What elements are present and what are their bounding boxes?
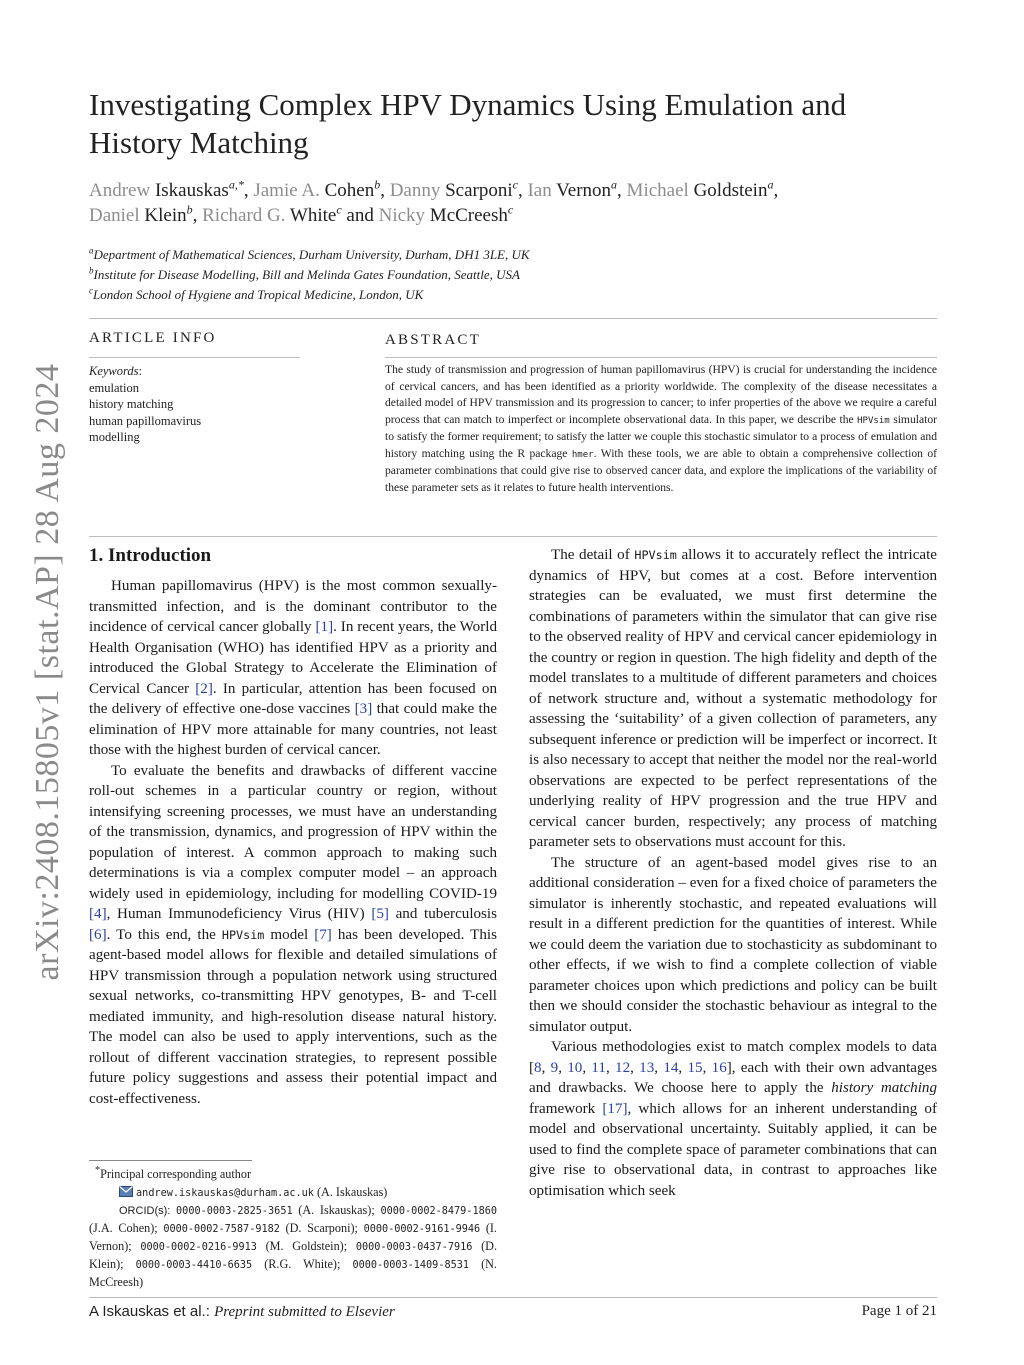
- orcid-list: 0000-0003-2825-3651 (A. Iskauskas); 0000-0002-8479-1860 (J.A. Cohen); 0000-0002-7587-9182 (D. Scarponi); 0000-0002-9161-9946 (I. Vernon); 0000-0002-0216-9913 (M. Goldstein); 0000-0003-0437-7916 (D. Klein); 0000-0003-4410-6635 (R.G. White); 0000-0003-1409-8531 (N. McCreesh): [89, 1203, 497, 1290]
- right-paragraph-2: The structure of an agent-based model gives rise to an additional consideration – even for a fixed choice of parameters the simulator is inherently stochastic, and repeated evaluations will result in a different prediction for the quantities of interest. While we could deem the variation due to stochasticity as subdominant to other effects, if we wish to find a complete collection of viable parameter choices upon which predictions and policy can be built then we should consider the stochastic behaviour as integral to the simulator output.: [529, 854, 937, 1035]
- corresponding-author-note: Principal corresponding author: [100, 1167, 252, 1182]
- header-divider: [89, 318, 937, 319]
- citation-link[interactable]: [2]: [195, 680, 213, 697]
- affiliation-line: $^a$Department of Mathematical Sciences, Durham University, Durham, DH1 3LE, UK: [89, 245, 530, 262]
- citation-link[interactable]: [7]: [314, 926, 332, 943]
- section-heading-introduction: 1. Introduction: [89, 545, 212, 566]
- reference-list: 8, 9, 10, 11, 12, 13, 14, 15, 16: [534, 1059, 727, 1076]
- emphasis-history-matching: history matching: [831, 1080, 937, 1096]
- orcid-id[interactable]: 0000-0002-8479-1860: [380, 1206, 497, 1218]
- citation-link[interactable]: [3]: [354, 701, 373, 717]
- keyword-item: human papillomavirus: [89, 413, 202, 428]
- citation-link[interactable]: [17]: [602, 1100, 628, 1117]
- keywords-block: Keywords: emulation history matching human papillomavirus modelling: [89, 363, 299, 446]
- author-name: Danny Scarponi$^c$: [389, 177, 518, 201]
- abstract-part: The study of transmission and progression of human papillomavirus (HPV) is crucial for understanding the incidence of cervical cancers, and has been identified as a priority worldwide. The complexity of the disease necessitates a detailed model of HPV transmission and its progression to cancer; to infer properties of the above we require a careful process that can match to imperfect or incomplete observational data. In this paper, we describe the: [385, 363, 937, 426]
- author-name: Jamie A. Cohen$^b$: [253, 177, 381, 201]
- citation-link[interactable]: 14: [663, 1059, 679, 1076]
- citation-link[interactable]: [6]: [89, 926, 107, 943]
- citation-link[interactable]: 12: [615, 1059, 631, 1076]
- author-name: Ian Vernon$^a$: [527, 177, 618, 201]
- author-name: Michael Goldstein$^a$: [626, 177, 774, 201]
- author-list: Andrew Iskauskas$^{a,*}$, Jamie A. Cohen$^b$, Danny Scarponi$^c$, Ian Vernon$^a$, Michael Goldstein$^a$, Daniel Klein$^b$, Richard G. White$^c$ and Nicky McCreesh$^c$: [89, 177, 779, 226]
- code-hpvsim: HPVsim: [857, 415, 890, 426]
- article-info-divider: [89, 357, 300, 358]
- citation-link[interactable]: 15: [687, 1059, 703, 1076]
- orcid-id[interactable]: 0000-0002-0216-9913: [140, 1242, 257, 1254]
- affiliation-line: $^b$Institute for Disease Modelling, Bill and Melinda Gates Foundation, Seattle, USA: [89, 265, 520, 282]
- citation-link[interactable]: 16: [711, 1059, 727, 1076]
- abstract-text: [385, 362, 937, 496]
- abstract-heading: ABSTRACT: [385, 332, 481, 348]
- intro-paragraph-1: Human papillomavirus (HPV) is the most common sexually-transmitted infection, and is the dominant contributor to the incidence of cervical cancer globally [1]. In recent years, the World Health Organisation (WHO) has identified HPV as a priority and introduced the Global Strategy to Accelerate the Elimination of Cervical Cancer [2]. In particular, attention has been focused on the delivery of effective one-dose vaccines [3] that could make the elimination of HPV more attainable for many countries, not least those with the highest burden of cervical cancer.: [89, 578, 497, 758]
- affiliations: [89, 245, 939, 305]
- keyword-item: emulation: [89, 380, 139, 395]
- footer-left: A Iskauskas et al.: Preprint submitted to Elsevier: [89, 1303, 395, 1320]
- envelope-icon: [119, 1186, 133, 1197]
- arxiv-stamp: arXiv:2408.15805v1 [stat.AP] 28 Aug 2024: [29, 363, 66, 981]
- abstract-part: simulator to satisfy the former requirement; to satisfy the latter we couple this stochastic simulator to a process of emulation and history matching using the R package: [385, 412, 937, 460]
- keyword-item: history matching: [89, 397, 174, 411]
- right-column: [529, 545, 937, 1201]
- citation-link[interactable]: 9: [550, 1059, 559, 1076]
- abstract-divider: [385, 357, 937, 358]
- footnote-star: *: [95, 1165, 101, 1176]
- orcid-label: ORCID(s):: [119, 1205, 177, 1218]
- code-hpvsim: HPVsim: [634, 548, 677, 562]
- author-name: Richard G. White$^c$: [202, 202, 342, 226]
- code-hmer: hmer: [571, 449, 594, 460]
- article-info-heading: ARTICLE INFO: [89, 330, 217, 346]
- footnote: *Principal corresponding author andrew.iskauskas@durham.ac.uk (A. Iskauskas) ORCID(s): 0000-0003-2825-3651 (A. Iskauskas); 0000-0002-8479-1860 (J.A. Cohen); 0000-0002-7587-9182 (D. Scarponi); 0000-0002-9161-9946 (I. Vernon); 0000-0002-0216-9913 (M. Goldstein); 0000-0003-0437-7916 (D. Klein); 0000-0003-4410-6635 (R.G. White); 0000-0003-1409-8531 (N. McCreesh): [89, 1165, 497, 1290]
- orcid-id[interactable]: 0000-0003-2825-3651: [176, 1206, 293, 1218]
- keywords-label: Keywords: [89, 364, 139, 378]
- right-paragraph-3: Various methodologies exist to match complex models to data [8, 9, 10, 11, 12, 13, 14, 15, 16], each with their own advantages and drawbacks. We choose here to apply the history matching framework [17], which allows for an inherent understanding of model and observational uncertainty. Suitably applied, it can be used to find the complete space of parameter combinations that can give rise to observational data, in contrast to approaches like optimisation which seek: [529, 1039, 938, 1199]
- citation-link[interactable]: 13: [639, 1059, 655, 1076]
- author-name: Daniel Klein$^b$: [89, 202, 193, 226]
- paper-title: Investigating Complex HPV Dynamics Using Emulation and History Matching: [89, 87, 847, 160]
- orcid-id[interactable]: 0000-0002-9161-9946: [363, 1224, 481, 1236]
- footnote-divider: [89, 1160, 252, 1161]
- frontmatter-divider: [89, 536, 937, 537]
- orcid-id[interactable]: 0000-0002-7587-9182: [163, 1224, 280, 1236]
- citation-link[interactable]: 11: [591, 1059, 606, 1076]
- citation-link[interactable]: [5]: [371, 906, 389, 922]
- orcid-id[interactable]: 0000-0003-0437-7916: [355, 1242, 473, 1254]
- intro-paragraph-2: To evaluate the benefits and drawbacks of different vaccine roll-out schemes in a particular country or region, without intensifying screening processes, we must have an understanding of the transmission, dynamics, and progression of HPV within the population of interest. A common approach to making such determinations is via a complex computer model – an approach widely used in epidemiology, including for modelling COVID-19 [4], Human Immunodeficiency Virus (HIV) [5] and tuberculosis [6]. To this end, the HPVsim model [7] has been developed. This agent-based model allows for flexible and detailed simulations of HPV transmission through a population network using structured sexual networks, co-transmitting HPV genotypes, B- and T-cell mediated immunity, and high-resolution disease natural history. The model can also be used to apply interventions, such as the rollout of different vaccination strategies, to represent possible future policy suggestions and assess their potential impact and cost-effectiveness.: [89, 762, 497, 1107]
- page-number: Page 1 of 21: [861, 1303, 937, 1319]
- orcid-id[interactable]: 0000-0003-1409-8531: [352, 1260, 469, 1272]
- abstract-part: . With these tools, we are able to obtain a comprehensive collection of parameter combinations that could give rise to observed cancer data, and explore the implications of the variability of these parameter sets as it relates to future health interventions.: [385, 446, 937, 494]
- affiliation-line: $^c$London School of Hygiene and Tropical Medicine, London, UK: [89, 285, 424, 302]
- author-name: Nicky McCreesh$^c$: [378, 202, 514, 226]
- code-hpvsim: HPVsim: [221, 927, 265, 942]
- footer-divider: [89, 1297, 937, 1298]
- author-name: Andrew Iskauskas$^{a,*}$: [89, 177, 244, 201]
- keywords-list: [89, 380, 299, 446]
- citation-link[interactable]: 8: [534, 1059, 542, 1076]
- right-paragraph-1: The detail of HPVsim allows it to accurately reflect the intricate dynamics of HPV, but comes at a cost. Before intervention strategies can be evaluated, we must first determine the combinations of parameters within the simulator that can give rise to the observed reality of HPV and cervical cancer epidemiology in the country or region in question. The high fidelity and depth of the model translates to a multitude of different parameters and choices of network structure and, without a systematic methodology for assessing the ‘suitability’ of a given collection of parameters, any subsequent inference or prediction will be imperfect or incorrect. It is also necessary to accept that neither the model nor the real-world observations are expected to be perfect representations of the underlying reality of HPV progression and the true HPV and cervical cancer burden, respectively; any process of matching parameter sets to observations must account for this.: [529, 547, 937, 850]
- left-column: [89, 576, 497, 1109]
- keyword-item: modelling: [89, 430, 140, 444]
- citation-link[interactable]: [1]: [315, 619, 334, 635]
- citation-link[interactable]: 10: [567, 1059, 583, 1076]
- citation-link[interactable]: [4]: [89, 906, 107, 922]
- orcid-id[interactable]: 0000-0003-4410-6635: [135, 1260, 253, 1272]
- email-link[interactable]: andrew.iskauskas@durham.ac.uk: [136, 1188, 314, 1200]
